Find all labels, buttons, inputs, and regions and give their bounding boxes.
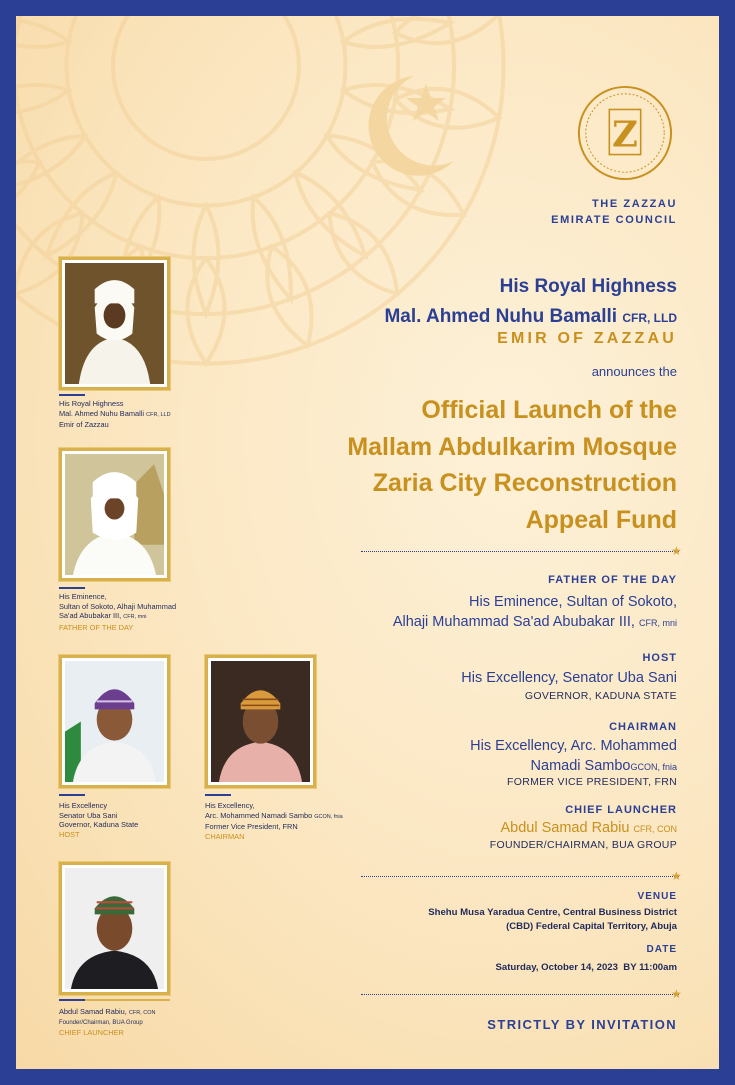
- launcher-name-text: Abdul Samad Rabiu: [500, 820, 630, 836]
- sambo-caption-rule: [205, 794, 231, 796]
- launch-line-2: Mallam Abdulkarim Mosque: [347, 432, 677, 461]
- uba-caption-rule: [59, 794, 85, 796]
- host-title: His Royal Highness: [499, 276, 677, 297]
- caption-line: Emir of Zazzau: [59, 420, 109, 430]
- caption-line: His Royal Highness: [59, 399, 124, 408]
- rabiu-caption-rule: [59, 999, 85, 1001]
- caption-line: Senator Uba Sani: [59, 810, 118, 820]
- crescent-star-icon: [354, 66, 464, 186]
- council-line-2: EMIRATE COUNCIL: [551, 214, 677, 226]
- caption-line: Arc. Mohammed Namadi Sambo: [205, 810, 313, 820]
- council-line-1: THE ZAZZAU: [591, 198, 677, 210]
- chairman-heading: CHAIRMAN: [609, 721, 677, 733]
- emir-caption-rule: [59, 394, 85, 396]
- launch-title: [347, 392, 677, 538]
- date-value: Saturday, October 14, 2023 BY 11:00am: [495, 962, 677, 973]
- invitation-notice: STRICTLY BY INVITATION: [487, 1017, 677, 1032]
- divider: [361, 994, 679, 995]
- father-line-1: His Eminence, Sultan of Sokoto,: [469, 594, 677, 610]
- father-suffix: CFR, mni: [639, 618, 677, 628]
- host-title-block: [384, 272, 677, 333]
- launcher-sub: FOUNDER/CHAIRMAN, BUA GROUP: [489, 839, 677, 851]
- caption-line: Former Vice President, FRN: [205, 822, 298, 832]
- caption-role: CHIEF LAUNCHER: [59, 1028, 124, 1038]
- uba-sani-caption: [59, 801, 138, 839]
- abdul-samad-rabiu-photo: [59, 862, 170, 995]
- divider: [361, 876, 679, 877]
- announces-text: announces the: [591, 364, 677, 379]
- rabiu-caption-rule-gold: [85, 999, 170, 1001]
- sultan-photo: [59, 448, 170, 581]
- caption-suffix: CFR, LLD: [146, 411, 171, 418]
- father-heading: FATHER OF THE DAY: [548, 574, 677, 586]
- caption-line: Founder/Chairman, BUA Group: [59, 1019, 143, 1026]
- namadi-sambo-photo: [205, 655, 316, 788]
- star-icon: ★: [671, 869, 682, 883]
- venue-line-1: Shehu Musa Yaradua Centre, Central Business District: [428, 907, 677, 918]
- launcher-name: [500, 818, 677, 839]
- launch-line-1: Official Launch of the: [421, 396, 677, 424]
- caption-line: His Eminence,: [59, 592, 107, 601]
- venue-line-2: (CBD) Federal Capital Territory, Abuja: [506, 921, 677, 932]
- chairman-sub: FORMER VICE PRESIDENT, FRN: [507, 776, 677, 788]
- caption-role: FATHER OF THE DAY: [59, 622, 134, 632]
- caption-line: Sultan of Sokoto, Alhaji Muhammad: [59, 601, 177, 611]
- svg-text:Z: Z: [612, 114, 638, 156]
- caption-suffix: CFR, mni: [123, 614, 147, 621]
- sultan-caption-rule: [59, 587, 85, 589]
- sultan-caption: [59, 592, 176, 632]
- namadi-sambo-caption: [205, 801, 343, 841]
- host-name-suffix: CFR, LLD: [622, 311, 677, 325]
- star-icon: ★: [671, 987, 682, 1001]
- caption-role: CHAIRMAN: [205, 831, 245, 841]
- event-poster: [16, 16, 719, 1069]
- emir-caption: [59, 399, 171, 430]
- zazzau-emirate-logo-icon: [576, 84, 674, 182]
- abdul-samad-rabiu-caption: [59, 1007, 155, 1038]
- host-section-name: His Excellency, Senator Uba Sani: [461, 670, 677, 686]
- caption-line: Abdul Samad Rabiu,: [59, 1007, 127, 1016]
- venue-heading: VENUE: [637, 891, 677, 902]
- launcher-suffix: CFR, CON: [633, 824, 677, 834]
- chairman-line-2: Namadi Sambo: [530, 758, 631, 774]
- divider: [361, 551, 679, 552]
- father-line-2: Alhaji Muhammad Sa'ad Abubakar III,: [392, 614, 635, 630]
- host-section-sub: GOVERNOR, KADUNA STATE: [524, 690, 677, 702]
- caption-line: His Excellency,: [205, 801, 255, 810]
- father-name: [393, 592, 677, 633]
- caption-line: His Excellency: [59, 801, 108, 810]
- launch-line-4: Appeal Fund: [525, 505, 677, 534]
- chairman-suffix: GCON, fnia: [630, 762, 677, 772]
- launcher-heading: CHIEF LAUNCHER: [565, 804, 677, 816]
- venue-address: [428, 906, 677, 934]
- caption-role: HOST: [59, 829, 80, 839]
- caption-suffix: CFR, CON: [128, 1010, 156, 1016]
- council-name: [551, 196, 677, 228]
- caption-line: Governor, Kaduna State: [59, 820, 139, 830]
- caption-line: Sa'ad Abubakar III,: [59, 611, 122, 621]
- emir-photo: [59, 257, 170, 390]
- launch-line-3: Zaria City Reconstruction: [372, 469, 677, 497]
- uba-sani-photo: [59, 655, 170, 788]
- host-role: EMIR OF ZAZZAU: [497, 330, 677, 347]
- date-heading: DATE: [646, 944, 677, 955]
- chairman-name: [470, 736, 677, 777]
- star-icon: ★: [671, 544, 682, 558]
- caption-line: Mal. Ahmed Nuhu Bamalli: [59, 408, 145, 418]
- caption-suffix: GCON, fnia: [314, 813, 343, 820]
- host-heading: HOST: [642, 652, 677, 664]
- chairman-line-1: His Excellency, Arc. Mohammed: [470, 738, 677, 754]
- host-name: Mal. Ahmed Nuhu Bamalli: [384, 306, 618, 327]
